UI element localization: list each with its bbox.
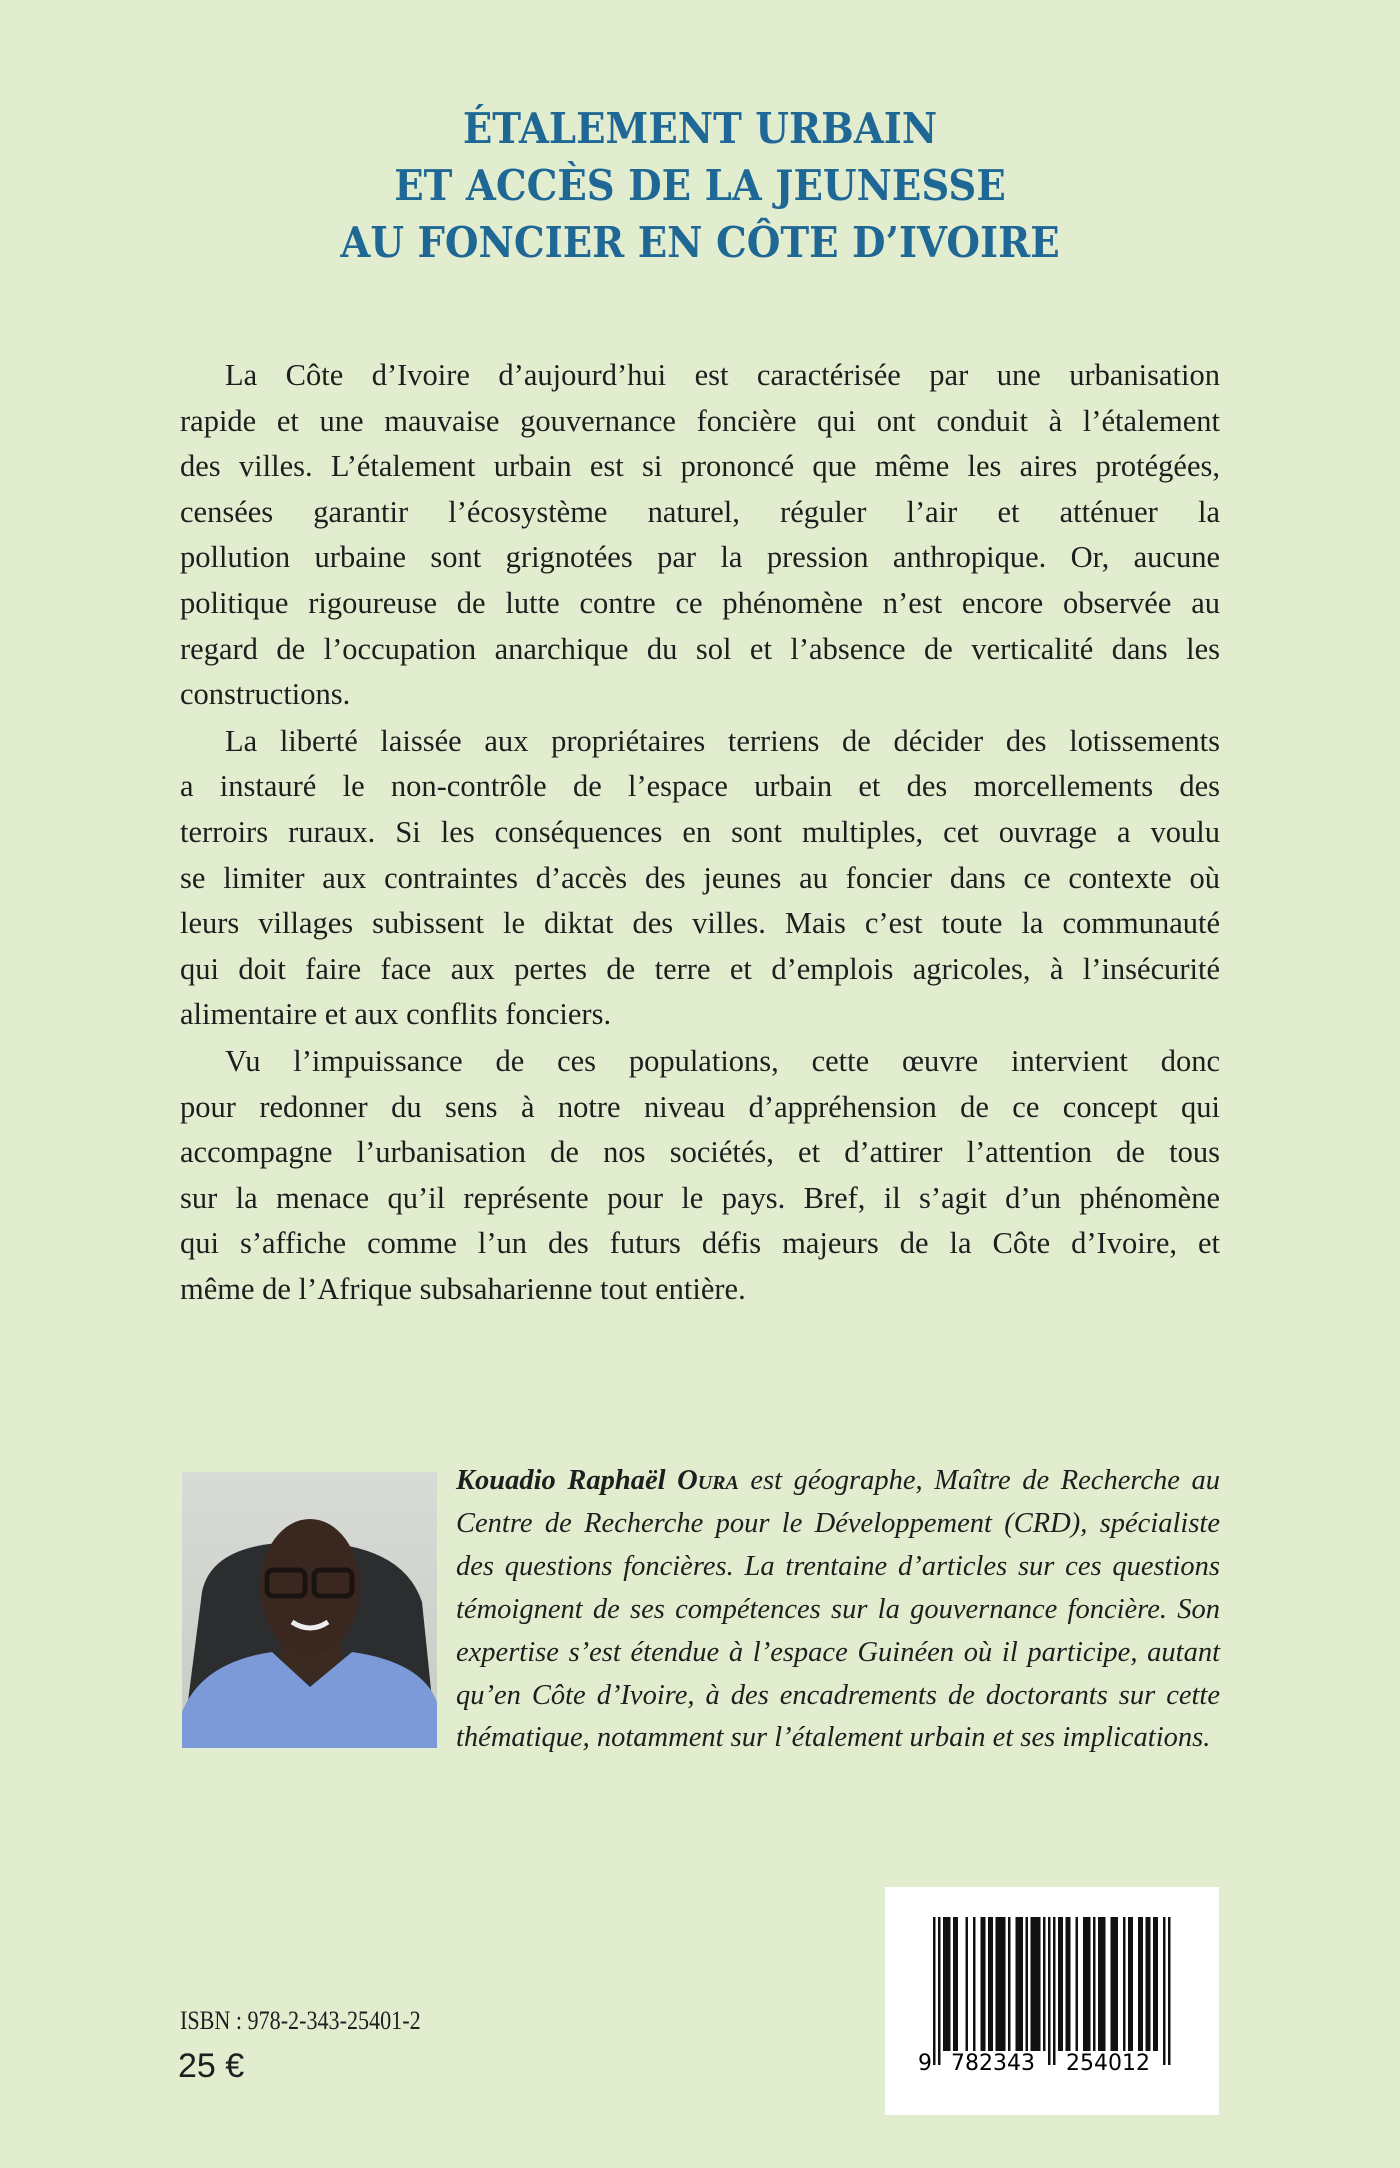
text-line: censées garantir l’écosystème naturel, réguler l’air et atténuer la	[180, 494, 1220, 529]
barcode-bar	[1168, 1917, 1171, 2065]
text-line: qui s’affiche comme l’un des futurs défis majeurs de la Côte d’Ivoire, et	[180, 1226, 1220, 1261]
barcode-bar	[1048, 1917, 1051, 2065]
text-line: accompagne l’urbanisation de nos sociétés, et d’attirer l’attention de tous	[180, 1135, 1220, 1170]
barcode-bar	[1123, 1917, 1126, 2051]
text-line: politique rigoureuse de lutte contre ce phénomène n’est encore observée au	[180, 585, 1220, 620]
text-line: terroirs ruraux. Si les conséquences en sont multiples, cet ouvrage a voulu	[180, 814, 1220, 849]
bio-line: expertise s’est étendue à l’espace Guinéen où il participe, autant	[456, 1636, 1220, 1668]
barcode	[885, 1887, 1219, 2115]
text-line: rapide et une mauvaise gouvernance foncière qui ont conduit à l’étalement	[180, 403, 1220, 438]
title-line: ET ACCÈS DE LA JEUNESSE	[394, 161, 1006, 210]
barcode-bar	[1026, 1917, 1029, 2051]
text-line: alimentaire et aux conflits fonciers.	[180, 997, 612, 1032]
bio-line: témoignent de ses compétences sur la gouvernance foncière. Son	[456, 1593, 1220, 1625]
barcode-bar	[948, 1917, 951, 2051]
barcode-bar	[996, 1917, 999, 2051]
text-line: La liberté laissée aux propriétaires terriens de décider des lotissements	[225, 723, 1220, 758]
barcode-bar	[1141, 1917, 1144, 2051]
barcode-bar	[1138, 1917, 1141, 2051]
barcode-bar	[988, 1917, 991, 2051]
text-line: se limiter aux contraintes d’accès des jeunes au foncier dans ce contexte où	[180, 860, 1220, 895]
barcode-bar	[1113, 1917, 1116, 2051]
barcode-bar	[938, 1917, 941, 2065]
barcode-bar	[1163, 1917, 1166, 2065]
barcode-bar	[983, 1917, 986, 2051]
barcode-bar	[1033, 1917, 1036, 2051]
barcode-bar	[1088, 1917, 1091, 2051]
barcode-bar	[1061, 1917, 1064, 2051]
barcode-bar	[1036, 1917, 1039, 2051]
barcode-bar	[1086, 1917, 1089, 2051]
barcode-digits: 254012	[1066, 2051, 1150, 2076]
barcode-bar	[1131, 1917, 1134, 2051]
author-surname: Oura	[677, 1465, 739, 1496]
text-line: Vu l’impuissance de ces populations, cette œuvre intervient donc	[225, 1043, 1220, 1078]
barcode-bar	[943, 1917, 946, 2051]
text-line: regard de l’occupation anarchique du sol et l’absence de verticalité dans les	[180, 631, 1220, 666]
barcode-bar	[1068, 1917, 1071, 2051]
author-photo	[182, 1472, 437, 1748]
text-line: pour redonner du sens à notre niveau d’appréhension de ce concept qui	[180, 1089, 1220, 1124]
barcode-bar	[1148, 1917, 1151, 2051]
barcode-bar	[1053, 1917, 1056, 2065]
barcode-bar	[953, 1917, 956, 2051]
paragraph	[180, 1039, 1220, 1313]
barcode-bar	[1038, 1917, 1041, 2051]
text-line: qui doit faire face aux pertes de terre et d’emplois agricoles, à l’insécurité	[180, 951, 1220, 986]
bio-line: thématique, notamment sur l’étalement urbain et ses implications.	[456, 1722, 1211, 1754]
barcode-bar	[998, 1917, 1001, 2051]
barcode-bar	[1076, 1917, 1079, 2051]
barcode-bar	[1066, 1917, 1069, 2051]
paragraph	[180, 353, 1220, 718]
title-line: ÉTALEMENT URBAIN	[462, 104, 938, 153]
barcode-bar	[1001, 1917, 1004, 2051]
barcode-bar	[956, 1917, 959, 2051]
text-line: pollution urbaine sont grignotées par la pression anthropique. Or, aucune	[180, 540, 1220, 575]
barcode-bar	[1003, 1917, 1006, 2051]
bio-line: des questions foncières. La trentaine d’articles sur ces questions	[456, 1550, 1220, 1582]
barcode-bar	[1016, 1917, 1019, 2051]
bio-line: Centre de Recherche pour le Développement (CRD), spécialiste	[456, 1507, 1220, 1539]
barcode-bar	[1116, 1917, 1119, 2051]
text-line: même de l’Afrique subsaharienne tout entière.	[180, 1271, 746, 1306]
author-name: Kouadio Raphaël	[456, 1465, 666, 1496]
back-cover-summary	[180, 353, 1220, 1313]
barcode-bar	[1153, 1917, 1156, 2051]
barcode-bar	[981, 1917, 984, 2051]
barcode-bar	[1021, 1917, 1024, 2051]
barcode-bar	[1098, 1917, 1101, 2051]
barcode-digits: 782343	[951, 2051, 1035, 2076]
text-line: a instauré le non-contrôle de l’espace urbain et des morcellements des	[180, 769, 1220, 804]
barcode-bar	[1111, 1917, 1114, 2051]
text-line: constructions.	[180, 677, 351, 712]
barcode-bar	[991, 1917, 994, 2051]
barcode-bar	[1128, 1917, 1131, 2051]
isbn: ISBN : 978-2-343-25401-2	[180, 2006, 421, 2035]
barcode-bar	[1058, 1917, 1061, 2051]
barcode-bar	[1156, 1917, 1159, 2051]
barcode-bar	[1093, 1917, 1096, 2051]
text-line: des villes. L’étalement urbain est si prononcé que même les aires protégées,	[180, 449, 1220, 484]
barcode-bar	[1146, 1917, 1149, 2051]
bio-line: qu’en Côte d’Ivoire, à des encadrements de doctorants sur cette	[456, 1679, 1220, 1711]
barcode-bar	[1031, 1917, 1034, 2051]
book-title	[56, 100, 1344, 271]
price: 25 €	[178, 2047, 245, 2085]
barcode-bar	[1008, 1917, 1011, 2051]
barcode-bar	[1083, 1917, 1086, 2051]
text-line: La Côte d’Ivoire d’aujourd’hui est caractérisée par une urbanisation	[225, 358, 1220, 392]
text-line: sur la menace qu’il représente pour le pays. Bref, il s’agit d’un phénomène	[180, 1180, 1220, 1215]
paragraph	[180, 719, 1220, 1038]
barcode-bar	[966, 1917, 969, 2051]
barcode-bar	[973, 1917, 976, 2051]
title-line: AU FONCIER EN CÔTE D’IVOIRE	[340, 218, 1060, 267]
barcode-bar	[946, 1917, 949, 2051]
author-bio: Kouadio Raphaël Oura est géographe, Maître de Recherche au Centre de Recherche pour le Développement (CRD), spécialiste des questions foncières. La trentaine d’articles sur ces questions témoignent de ses compétences sur la gouvernance foncière. Son expertise s’est étendue à l’espace Guinéen où il participe, autant qu’en Côte d’Ivoire, à des encadrements de doctorants sur cette thématique, notamment sur l’étalement urbain et ses implications.	[456, 1460, 1220, 1760]
barcode-bar	[1043, 1917, 1046, 2051]
barcode-bars	[885, 1887, 1219, 2115]
barcode-bar	[1101, 1917, 1104, 2051]
barcode-digits: 9	[918, 2051, 932, 2076]
barcode-bar	[1103, 1917, 1106, 2051]
text-line: leurs villages subissent le diktat des villes. Mais c’est toute la communauté	[180, 906, 1220, 941]
barcode-bar	[933, 1917, 936, 2065]
barcode-bar	[1018, 1917, 1021, 2051]
